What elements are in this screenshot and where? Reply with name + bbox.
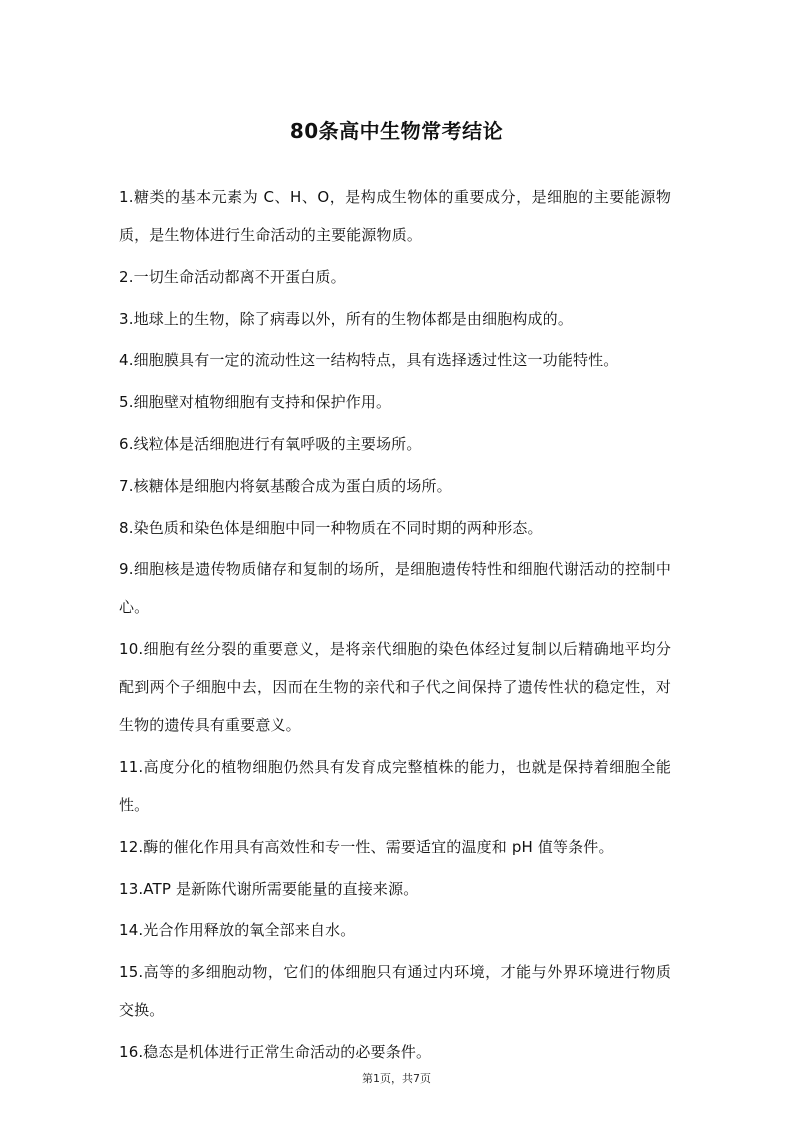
list-item: 13.ATP 是新陈代谢所需要能量的直接来源。 <box>119 879 419 898</box>
list-item: 15.高等的多细胞动物，它们的体细胞只有通过内环境，才能与外界环境进行物质交换。 <box>119 963 671 1020</box>
page-title: 80条高中生物常考结论 <box>289 119 504 143</box>
list-item: 9.细胞核是遗传物质储存和复制的场所，是细胞遗传特性和细胞代谢活动的控制中心。 <box>119 560 671 617</box>
conclusion-list <box>119 178 671 1075</box>
list-item: 10.细胞有丝分裂的重要意义，是将亲代细胞的染色体经过复制以后精确地平均分配到两个子细胞中去，因而在生物的亲代和子代之间保持了遗传性状的稳定性，对生物的遗传具有重要意义。 <box>119 640 671 735</box>
list-item: 16.稳态是机体进行正常生命活动的必要条件。 <box>119 1042 432 1061</box>
list-item: 2.一切生命活动都离不开蛋白质。 <box>119 267 346 286</box>
list-item: 6.线粒体是活细胞进行有氧呼吸的主要场所。 <box>119 434 422 453</box>
list-item: 11.高度分化的植物细胞仍然具有发育成完整植株的能力，也就是保持着细胞全能性。 <box>119 757 671 814</box>
list-item: 4.细胞膜具有一定的流动性这一结构特点，具有选择透过性这一功能特性。 <box>119 351 619 370</box>
list-item: 14.光合作用释放的氧全部来自水。 <box>119 921 356 940</box>
list-item: 12.酶的催化作用具有高效性和专一性、需要适宜的温度和 pH 值等条件。 <box>119 837 614 856</box>
list-item: 7.核糖体是细胞内将氨基酸合成为蛋白质的场所。 <box>119 476 452 495</box>
list-item: 5.细胞壁对植物细胞有支持和保护作用。 <box>119 393 392 412</box>
list-item: 8.染色质和染色体是细胞中同一种物质在不同时期的两种形态。 <box>119 518 543 537</box>
page-number: 第1页，共7页 <box>362 1072 431 1085</box>
list-item: 3.地球上的生物，除了病毒以外，所有的生物体都是由细胞构成的。 <box>119 309 573 328</box>
list-item: 1.糖类的基本元素为 C、H、O，是构成生物体的重要成分，是细胞的主要能源物质，是生物体进行生命活动的主要能源物质。 <box>119 188 671 244</box>
